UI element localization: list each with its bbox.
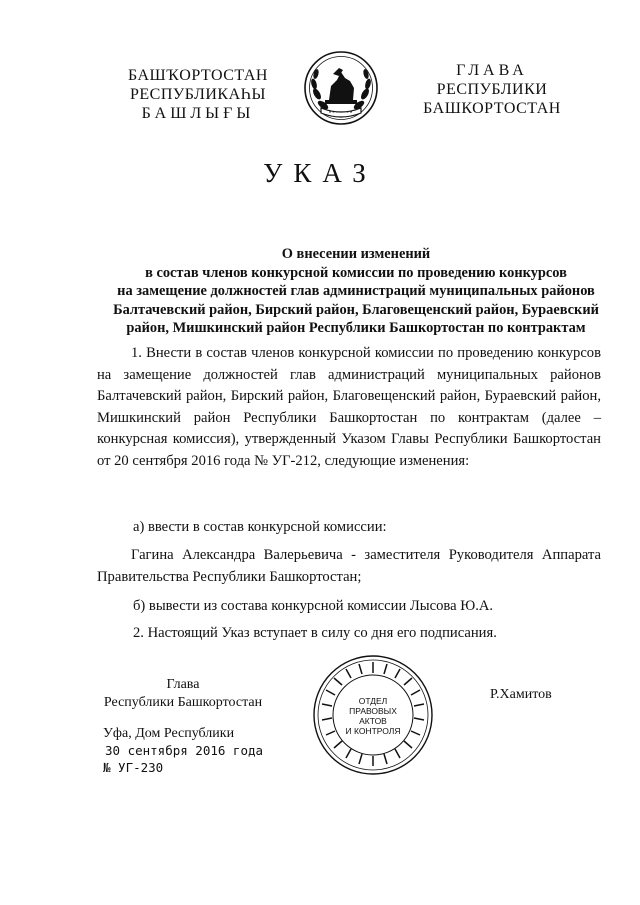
signatory-name: Р.Хамитов (490, 687, 552, 702)
clause-1a: а) ввести в состав конкурсной комиссии: (133, 519, 387, 535)
decree-title-line-3: на замещение должностей глав администраций муниципальных районов (117, 283, 595, 299)
header-bashkir-line-3: БАШЛЫҒЫ (141, 105, 255, 122)
stamp-line-2: ПРАВОВЫХ АКТОВ (349, 706, 397, 726)
header-bashkir-line-2: РЕСПУБЛИКАҺЫ (130, 86, 266, 103)
stamp-line-1: ОТДЕЛ (358, 696, 388, 706)
clause-1b: б) вывести из состава конкурсной комиссии Лысова Ю.А. (133, 598, 494, 614)
signatory-position-line-2: Республики Башкортостан (103, 695, 263, 710)
header-bashkir (108, 66, 288, 123)
decree-title-line-4: Балтачевский район, Бирский район, Благовещенский район, Бураевский (113, 301, 599, 318)
signatory-position-line-1: Глава (166, 677, 200, 692)
clause-1a-appointee: Гагина Александра Валерьевича - заместителя Руководителя Аппарата Правительства Республики Башкортостан; (97, 547, 601, 585)
decree-title-line-2: в состав членов конкурсной комиссии по проведению конкурсов (145, 264, 567, 281)
clause-1: 1. Внести в состав членов конкурсной комиссии по проведению конкурсов на замещение должностей глав администраций муниципальных районов Балтачевский район, Бирский район, Благовещенский район, Бураевский район, Мишкинский район Республики Башкортостан по контрактам (далее – конкурсная комиссия), утвержденный Указом Главы Республики Башкортостан от 20 сентября 2016 года № УГ-212, следующие изменения: (97, 345, 601, 469)
signing-date: 30 сентября 2016 года (105, 743, 264, 758)
signatory-position (97, 676, 269, 712)
coat-of-arms-emblem (303, 50, 379, 126)
header-russian-line-2: РЕСПУБЛИКИ (436, 81, 548, 98)
stamp-center-text (338, 696, 408, 736)
header-bashkir-line-1: БАШҠОРТОСТАН (128, 67, 268, 84)
decree-title-line-1: О внесении изменений (281, 246, 431, 262)
decree-number: № УГ-230 (103, 760, 164, 775)
header-russian-line-3: БАШКОРТОСТАН (423, 100, 561, 117)
decree-title (88, 245, 624, 338)
clause-2: 2. Настоящий Указ вступает в силу со дня его подписания. (133, 625, 497, 641)
decree-title-line-5: район, Мишкинский район Республики Башкортостан по контрактам (126, 320, 586, 336)
document-type-heading: УКАЗ (263, 158, 377, 188)
header-russian (412, 61, 572, 118)
header-russian-line-1: ГЛАВА (456, 62, 528, 79)
signing-place: Уфа, Дом Республики (103, 726, 235, 741)
stamp-line-3: И КОНТРОЛЯ (345, 726, 401, 736)
